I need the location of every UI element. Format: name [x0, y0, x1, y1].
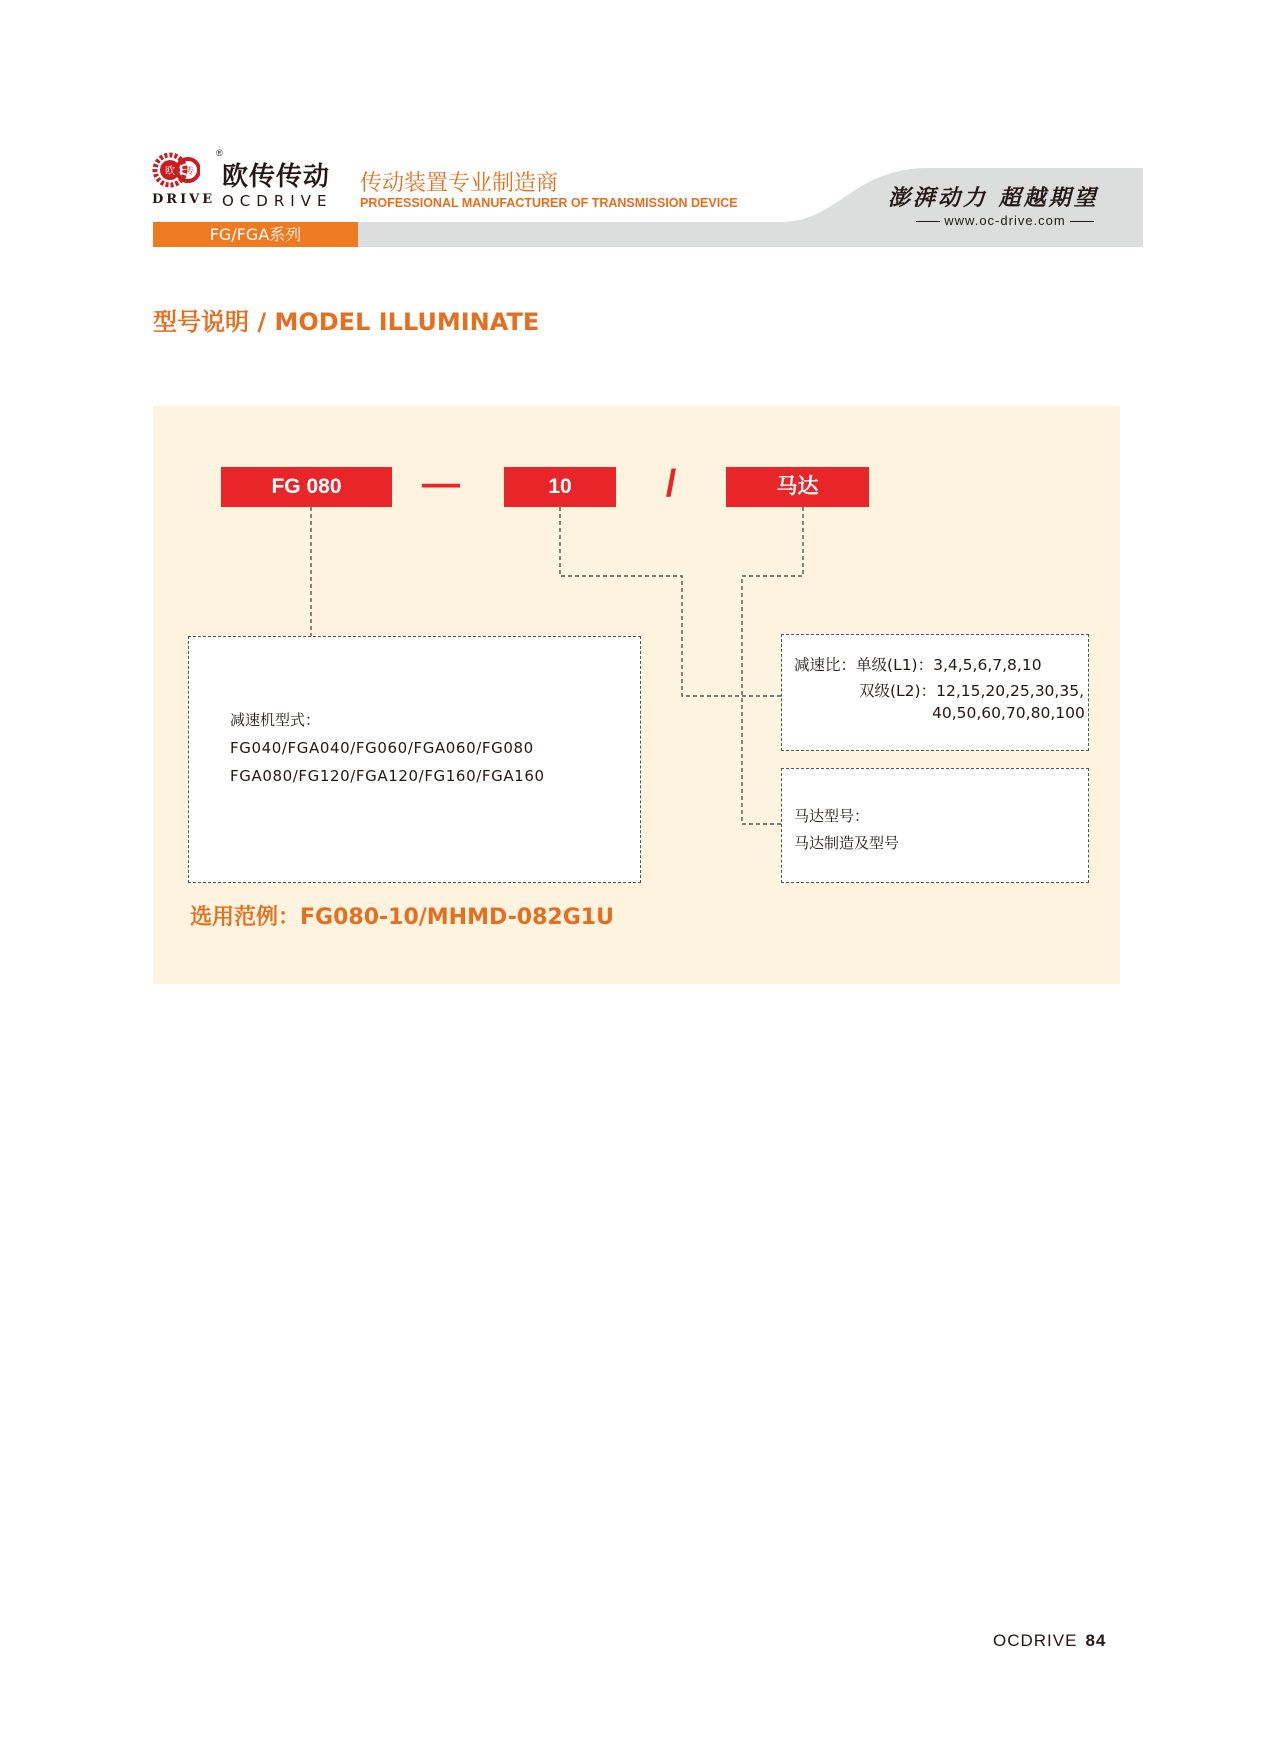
ratio-label: 减速比：	[794, 656, 857, 674]
ratio-box	[781, 634, 1089, 751]
motor-box	[781, 768, 1089, 883]
gearbox-type-line-1: FG040/FGA040/FG060/FGA060/FG080	[230, 739, 534, 757]
gearbox-type-box	[188, 636, 641, 883]
gear-logo-icon	[152, 150, 200, 190]
ratio-double-values-1: 12,15,20,25,30,35,	[936, 682, 1084, 700]
footer-brand: OCDRIVE	[993, 1631, 1078, 1650]
svg-text:欧: 欧	[165, 166, 175, 177]
ratio-double-values-2: 40,50,60,70,80,100	[932, 704, 1085, 722]
series-tab: FG/FGA系列	[153, 222, 358, 247]
company-logo	[150, 148, 340, 210]
logo-ocdrive-text: OCDRIVE	[222, 192, 333, 210]
selection-example: 选用范例：FG080-10/MHMD-082G1U	[190, 905, 614, 930]
logo-drive-text: DRIVE	[152, 192, 216, 207]
model-code-motor: 马达	[726, 467, 869, 507]
page-number: 84	[1085, 1631, 1107, 1650]
model-code-dash: —	[422, 463, 460, 505]
section-title: 型号说明 / MODEL ILLUMINATE	[153, 308, 540, 336]
ratio-single-label: 单级(L1)：	[856, 656, 934, 674]
registered-mark: ®	[216, 148, 223, 158]
motor-type-line-1: 马达制造及型号	[794, 834, 900, 852]
website-url: www.oc-drive.com	[900, 213, 1110, 228]
gearbox-type-label: 减速机型式：	[230, 711, 321, 729]
svg-text:传: 传	[184, 167, 194, 177]
ratio-single-values: 3,4,5,6,7,8,10	[933, 656, 1042, 674]
slogan: 澎湃动力 超越期望	[888, 185, 1099, 211]
ratio-double-label: 双级(L2)：	[859, 682, 937, 700]
tagline-english: PROFESSIONAL MANUFACTURER OF TRANSMISSION DEVICE	[360, 196, 738, 210]
gearbox-type-line-2: FGA080/FG120/FGA120/FG160/FGA160	[230, 767, 545, 785]
page-footer	[993, 1631, 1106, 1651]
model-code-slash: /	[665, 463, 677, 505]
motor-type-label: 马达型号：	[794, 807, 870, 825]
logo-chinese-name: 欧传传动	[222, 162, 331, 192]
model-code-ratio: 10	[504, 467, 616, 507]
tagline-chinese: 传动装置专业制造商	[360, 171, 559, 196]
model-code-series: FG 080	[221, 467, 392, 507]
